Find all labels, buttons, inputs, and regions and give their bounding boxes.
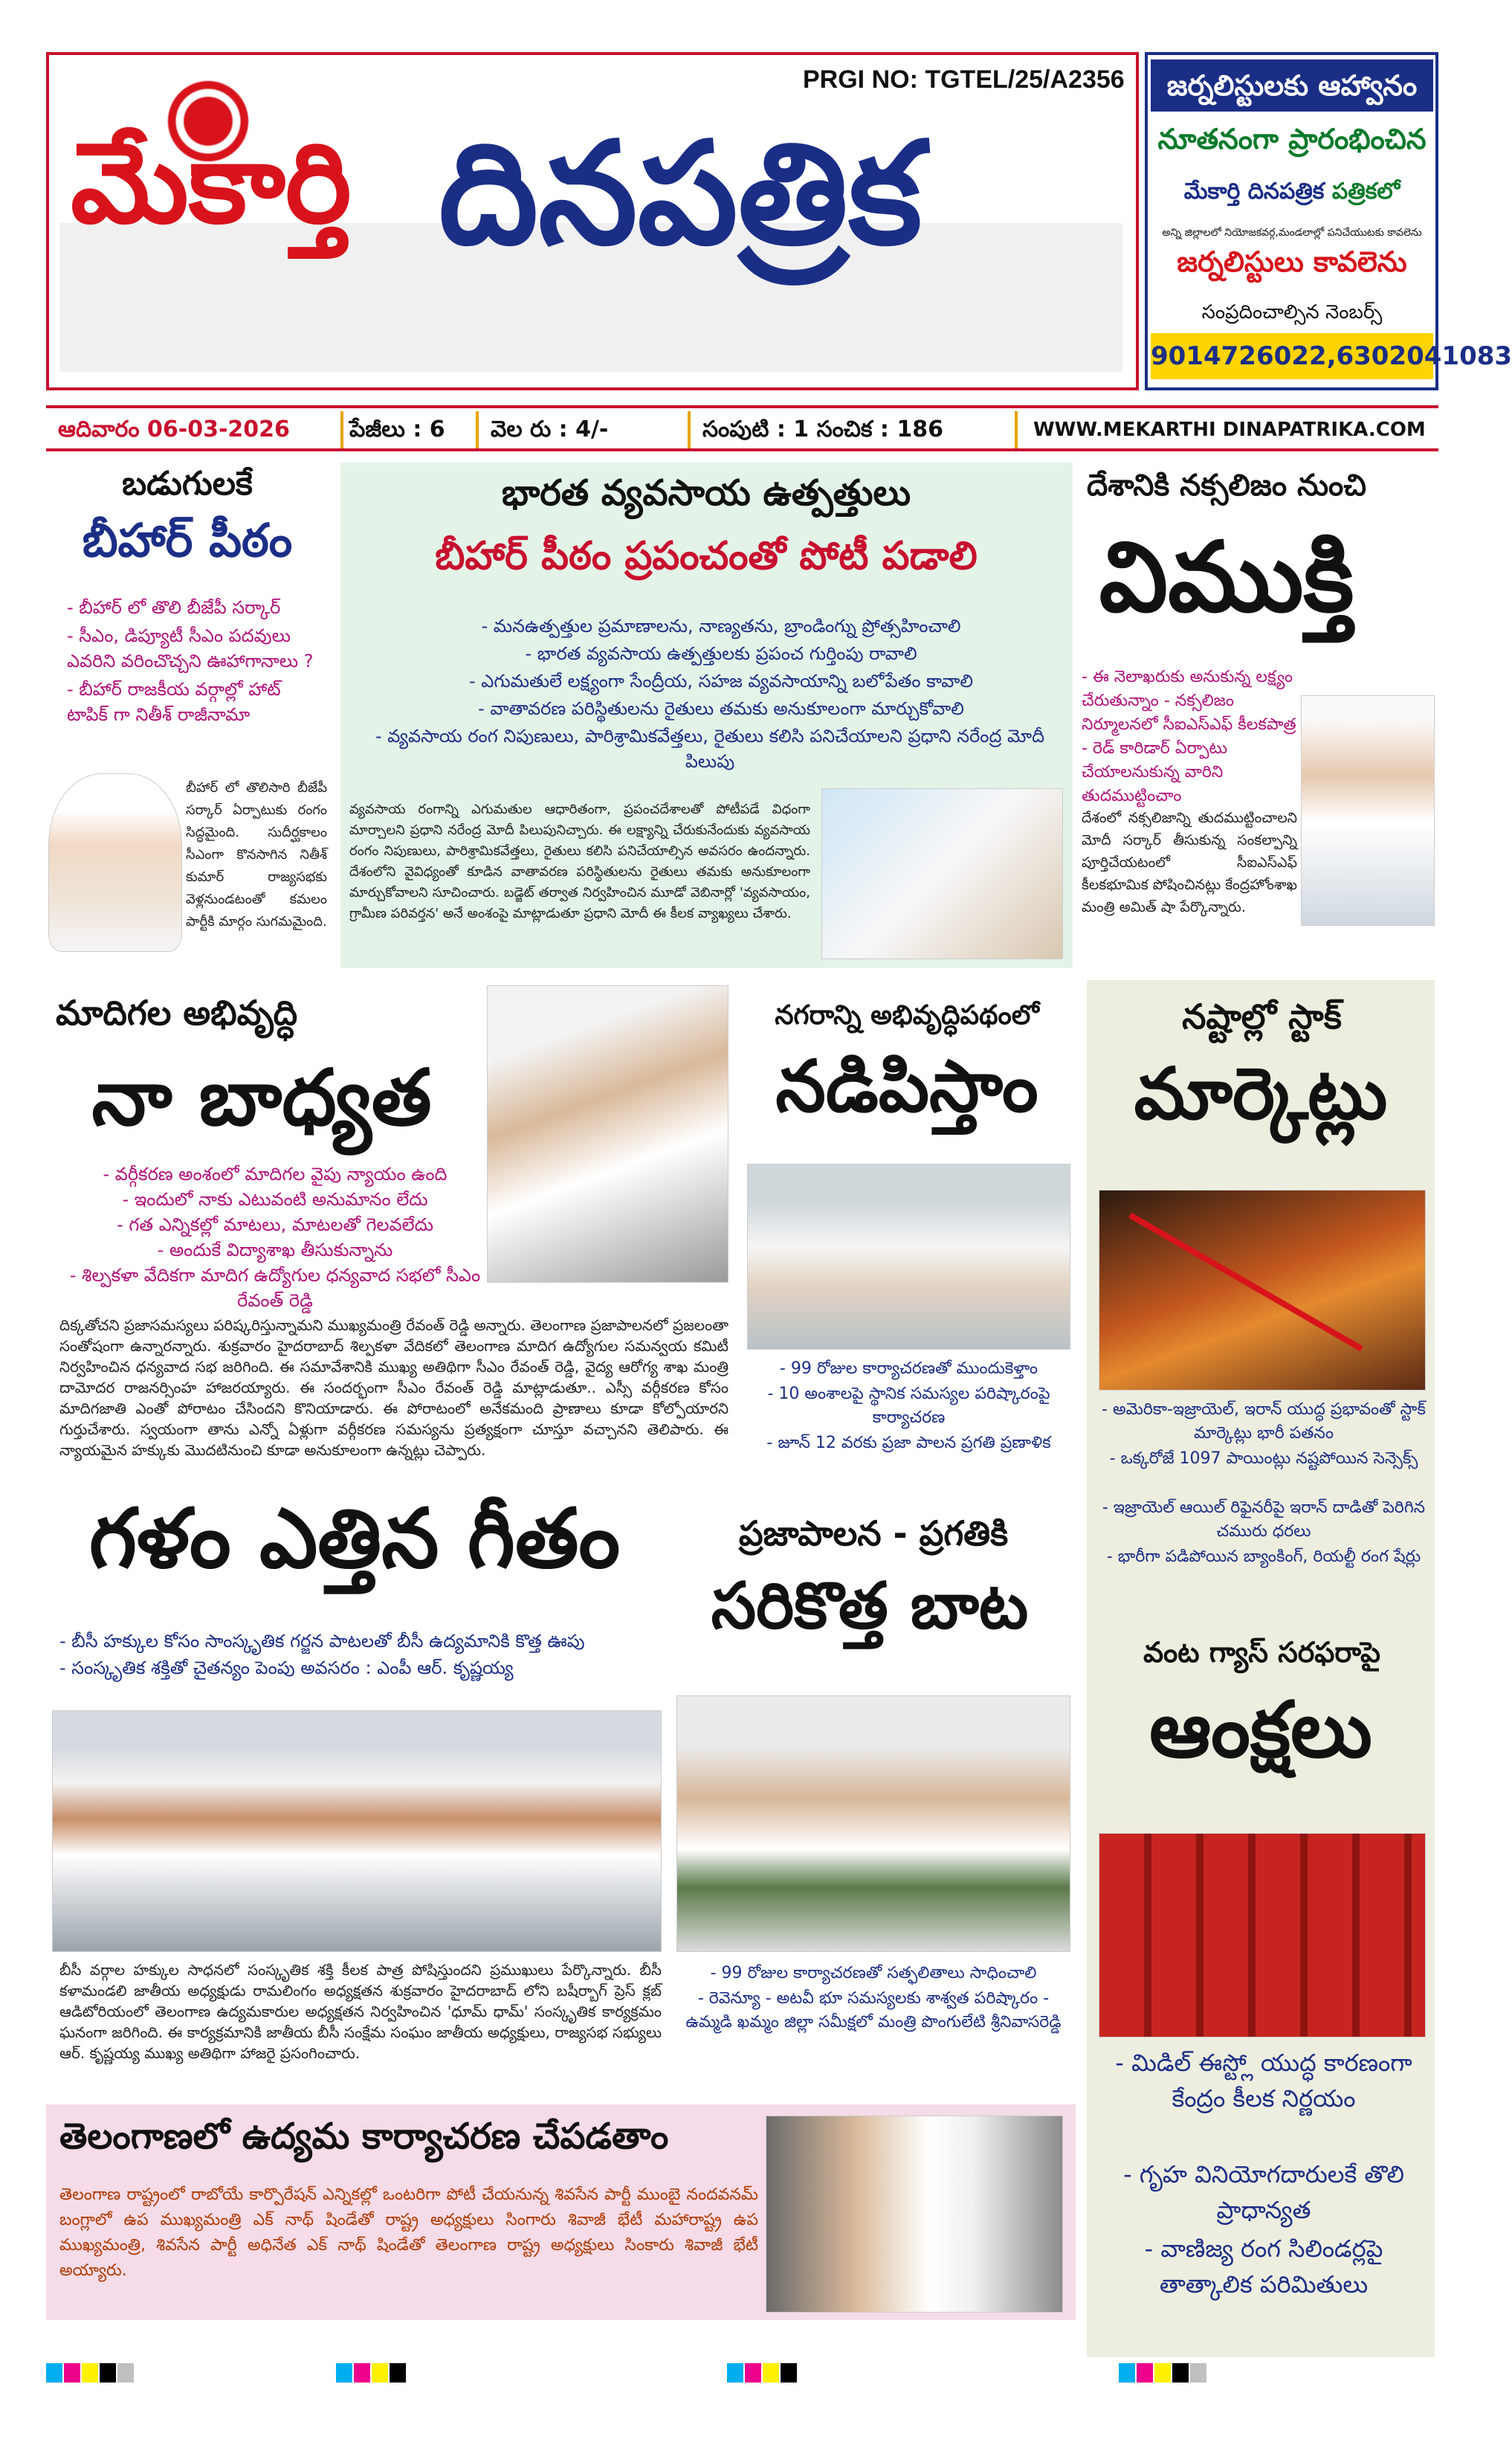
- logo-dinapatrika: దినపత్రిక: [439, 112, 923, 276]
- stock-bullet: - అమెరికా-ఇజ్రాయెల్, ఇరాన్ యుద్ధ ప్రభావంతో స్టాక్ మార్కెట్లు భారీ పతనం: [1102, 1400, 1426, 1443]
- shiv-sena-meeting-photo: [766, 2116, 1063, 2313]
- agri-bullet: - ఎగుమతులే లక్ష్యంగా సేంద్రీయ, సహజ వ్యవసాయాన్ని బలోపేతం కావాలి: [469, 671, 973, 692]
- madiga-bullet: - ఇందులో నాకు ఎటువంటి అనుమానం లేదు: [122, 1189, 428, 1210]
- naxal-headline: విముక్తి: [1099, 521, 1354, 634]
- gas-bullet: - వాణిజ్య రంగ సిలిండర్లపై తాత్కాలిక పరిమితులు: [1144, 2235, 1383, 2298]
- divider: [1015, 411, 1018, 448]
- divider: [476, 411, 479, 448]
- naxal-kicker: దేశానికి నక్సలిజం నుంచి: [1087, 468, 1366, 503]
- song-bullet: - బీసీ హక్కుల కోసం సాంస్కృతిక గర్జన పాటలతో బీసీ ఉద్యమానికి కొత్త ఊపు: [59, 1631, 585, 1652]
- logo-mekarthi: మేకార్తి: [71, 119, 352, 248]
- city-kicker: నగరాన్ని అభివృద్ధిపథంలో: [775, 1000, 1039, 1031]
- song-headline: గళం ఎత్తిన గీతం: [88, 1491, 621, 1586]
- bihar-body: బీహార్ లో తొలిసారి బీజేపీ సర్కార్ ఏర్పాటుకు రంగం సిద్ధమైంది. సుదీర్ఘకాలం సీఎంగా కొనసాగిన నితీశ్ కుమార్ రాజ్యసభకు వెళ్లనుండటంతో కమలం పార్టీకి మార్గం సుగమమైంది.: [186, 780, 327, 930]
- ad-phone-numbers: 9014726022,6302041083: [1151, 333, 1433, 379]
- city-bullet: - జూన్ 12 వరకు ప్రజా పాలన ప్రగతి ప్రణాళిక: [766, 1434, 1051, 1452]
- stock-headline: మార్కెట్లు: [1134, 1052, 1388, 1135]
- stock-bullet: - ఇజ్రాయెల్ ఆయిల్ రిఫైనరీపై ఇరాన్ దాడితో పెరిగిన చమురు ధరలు: [1102, 1498, 1426, 1541]
- madiga-bullet: - వర్గీకరణ అంశంలో మాదిగల వైపు న్యాయం ఉంది: [103, 1164, 448, 1185]
- amit-shah-photo: [1301, 695, 1435, 926]
- agri-bullet: - మనఉత్పత్తుల ప్రమాణాలను, నాణ్యతను, బ్రాండింగ్ను ప్రోత్సహించాలి: [481, 616, 961, 637]
- nitish-kumar-photo: [48, 773, 182, 952]
- song-event-photo: [52, 1710, 662, 1952]
- madiga-body: దిక్కతోచని ప్రజాసమస్యలు పరిష్కరిస్తున్నామని ముఖ్యమంత్రి రేవంత్ రెడ్డి అన్నారు. తెలంగాణ ప్రజాపాలనలో ప్రజలంతా సంతోషంగా ఉన్నారన్నారు. శుక్రవారం హైదరాబాద్ శిల్పకళా వేదికలో తెలంగాణ మాదిగ ఉద్యోగుల సమన్వయ కమిటీ నిర్వహించిన ధన్యవాద సభ జరిగింది. ఈ సమావేశానికి ముఖ్య అతిథిగా సీఎం రేవంత్ రెడ్డి, వైద్య ఆరోగ్య శాఖ మంత్రి దామోదర రాజనర్సింహ హాజరయ్యారు. ఈ సందర్భంగా సీఎం రేవంత్ రెడ్డి మాట్లాడుతూ.. ఎస్సీ వర్గీకరణ కోసం మాదిగజాతి ఎంతో పోరాటం చేసిందని కొనియాడారు. ఈ పోరాటంలో అనేకమంది ప్రాణాలు కూడా కోల్పోయారని గుర్తుచేశారు. స్వయంగా తాను ఎన్నో ఏళ్లుగా వర్గీకరణ సమస్యను ప్రత్యక్షంగా చూస్తూ వచ్చానని తెలిపారు. ఈ న్యాయమైన హక్కుకు మొదటినుంచి కూడా అనుకూలంగా ఉన్నట్లు చెప్పారు.: [59, 1316, 728, 1459]
- city-headline: నడిపిస్తాం: [775, 1045, 1038, 1128]
- stock-bullet: - ఒక్కరోజే 1097 పాయింట్లు నష్టపోయిన సెన్సెక్స్: [1109, 1449, 1418, 1468]
- price: వెల రు : 4/-: [491, 416, 609, 442]
- agri-body: వ్యవసాయ రంగాన్ని ఎగుమతుల ఆధారితంగా, ప్రపంచదేశాలతో పోటీపడే విధంగా మార్చాలని ప్రధాని నరేంద్ర మోదీ పిలుపునిచ్చారు. ఈ లక్ష్యాన్ని చేరుకునేందుకు వ్యవసాయ రంగం నిపుణులు, పారిశ్రామికవేత్తలు, రైతులు కలిసి పనిచేయాల్సిన అవసరం ఉందన్నారు. దేశంలోని వైవిధ్యంతో కూడిన వాతావరణ పరిస్థితులను రైతులు తమకు అనుకూలంగా మార్చుకోవాలని సూచించారు. బడ్జెట్ తర్వాత నిర్వహించిన మూడో వెబినార్లో 'వ్యవసాయం, గ్రామీణ పరివర్తన' అనే అంశంపై మాట్లాడుతూ ప్రధాని మోదీ ఈ కీలక వ్యాఖ్యలు చేశారు.: [349, 802, 810, 921]
- ad-paper-logo: మేకార్తి దినపత్రిక: [1183, 178, 1325, 204]
- revanth-reddy-photo: [487, 985, 728, 1283]
- gas-kicker: వంట గ్యాస్ సరఫరాపై: [1143, 1636, 1381, 1669]
- day-date: ఆదివారం 06-03-2026: [58, 416, 290, 442]
- agri-bullet: - వాతావరణ పరిస్థితులను రైతులు తమకు అనుకూలంగా మార్చుకోవాలి: [478, 698, 964, 719]
- ad-line-new: నూతనంగా ప్రారంభించిన: [1157, 123, 1427, 155]
- city-bullet: - 10 అంశాలపై స్థానిక సమస్యల పరిష్కారంపై కార్యాచరణ: [767, 1385, 1050, 1427]
- progress-meeting-photo: [676, 1695, 1070, 1952]
- progress-bullet: - రెవెన్యూ - అటవీ భూ సమస్యలకు శాశ్వత పరిష్కారం - ఉమ్మడి ఖమ్మం జిల్లా సమీక్షలో మంత్రి పొంగులేటి శ్రీనివాసరెడ్డి: [685, 1989, 1062, 2032]
- city-meeting-photo: [747, 1164, 1070, 1350]
- madiga-bullet: - శిల్పకళా వేదికగా మాదిగ ఉద్యోగుల ధన్యవాద సభలో సీఎం రేవంత్ రెడ్డి: [69, 1265, 481, 1311]
- ad-line-paper: [1151, 178, 1433, 210]
- progress-headline: సరికొత్త బాట: [711, 1569, 1029, 1643]
- naxal-body: దేశంలో నక్సలిజాన్ని తుదముట్టించాలని మోదీ సర్కార్ తీసుకున్న సంకల్పాన్ని పూర్తిచేయటంలో సీఐఎస్ఎఫ్ కీలకభూమిక పోషించినట్లు కేంద్రహోంశాఖ మంత్రి అమిత్ షా పేర్కొన్నారు.: [1082, 810, 1297, 915]
- ad-line-wanted: జర్నలిస్టులు కావలెను: [1177, 245, 1407, 278]
- progress-kicker: ప్రజాపాలన - ప్రగతికి: [738, 1513, 1009, 1553]
- issue-number: సంపుటి : 1 సంచిక : 186: [702, 416, 943, 442]
- print-registration-marks: [46, 2363, 1438, 2384]
- bihar-bullet: - సీఎం, డిప్యూటీ సీఎం పదవులు ఎవరిని వరించొచ్చని ఊహాగానాలు ?: [67, 625, 314, 671]
- gas-bullet: - మిడిల్ ఈస్ట్లో యుద్ధ కారణంగా కేంద్రం కీలక నిర్ణయం: [1115, 2049, 1412, 2113]
- ad-heading: జర్నలిస్టులకు ఆహ్వానం: [1151, 59, 1433, 112]
- divider: [688, 411, 691, 448]
- bihar-bullet: - బీహార్ లో తొలి బీజేపీ సర్కార్: [67, 597, 281, 618]
- prgi-number: PRGI NO: TGTEL/25/A2356: [803, 65, 1125, 94]
- movement-body: తెలంగాణ రాష్ట్రంలో రాబోయే కార్పొరేషన్ ఎన్నికల్లో ఒంటరిగా పోటీ చేయనున్న శివసేన పార్టీ ముంబై నందవనమ్ బంగ్లాలో ఉప ముఖ్యమంత్రి ఎక్ నాథ్ షిండేతో రాష్ట్ర అధ్యక్షులు సింగారు శివాజీ భేటీ మహారాష్ట్ర ఉప ముఖ్యమంత్రి, శివసేన పార్టీ అధినేత ఎక్ నాథ్ షిండేతో తెలంగాణ రాష్ట్ర అధ్యక్షులు సింకారు శివాజీ భేటీ అయ్యారు.: [59, 2185, 758, 2280]
- madiga-kicker: మాదిగల అభివృద్ధి: [56, 993, 298, 1033]
- progress-bullet: - 99 రోజుల కార్యాచరణతో సత్ఫలితాలు సాధించాలి: [710, 1964, 1037, 1982]
- modi-photo: [821, 788, 1063, 959]
- bihar-kicker: బడుగులకే: [122, 465, 253, 503]
- stock-bullet: - భారీగా పడిపోయిన బ్యాంకింగ్, రియల్టీ రంగ షేర్లు: [1106, 1547, 1421, 1566]
- gas-headline: ఆంక్షలు: [1149, 1684, 1372, 1775]
- song-bullet: - సంస్కృతిక శక్తితో చైతన్యం పెంపు అవసరం : ఎంపీ ఆర్. కృష్ణయ్య: [59, 1657, 514, 1678]
- ad-line-districts: అన్ని జిల్లాలలో నియోజకవర్గ,మండలాల్లో పనిచేయుటకు కావలెను: [1162, 227, 1422, 239]
- agri-headline: బీహార్ పీఠం ప్రపంచంతో పోటీ పడాలి: [435, 534, 978, 579]
- city-bullet: - 99 రోజుల కార్యాచరణతో ముందుకెళ్తాం: [779, 1359, 1038, 1378]
- divider: [340, 411, 343, 448]
- gas-bullet: - గృహ వినియోగదారులకే తొలి ప్రాధాన్యత: [1123, 2160, 1404, 2224]
- page-count: పేజీలు : 6: [349, 416, 445, 442]
- gas-cylinders-photo: [1099, 1833, 1426, 2037]
- agri-bullet: - వ్యవసాయ రంగ నిపుణులు, పారిశ్రామికవేత్తలు, రైతులు కలిసి పనిచేయాలని ప్రధాని నరేంద్ర మోదీ పిలుపు: [375, 726, 1045, 772]
- movement-headline: తెలంగాణలో ఉద్యమ కార్యాచరణ చేపడతాం: [59, 2116, 669, 2157]
- bihar-headline: బీహార్ పీఠం: [82, 513, 293, 567]
- website-link[interactable]: WWW.MEKARTHI DINAPATRIKA.COM: [1033, 419, 1426, 441]
- agri-kicker: భారత వ్యవసాయ ఉత్పత్తులు: [501, 472, 911, 514]
- madiga-headline: నా బాధ్యత: [91, 1052, 432, 1143]
- ad-line-contact: సంప్రదించాల్సిన నెంబర్స్: [1201, 301, 1383, 323]
- madiga-bullet: - గత ఎన్నికల్లో మాటలు, మాటలతో గెలవలేదు: [117, 1214, 433, 1235]
- song-body: బీసీ వర్గాల హక్కుల సాధనలో సంస్కృతిక శక్తి కీలక పాత్ర పోషిస్తుందని ప్రముఖులు పేర్కొన్నారు. బీసీ కళామండలి జాతీయ అధ్యక్షుడు రామలింగం అధ్యక్షతన శుక్రవారం హైదరాబాద్ లోని బషీర్బాగ్ ప్రెస్ క్లబ్ ఆడిటోరియంలో తెలంగాణ ఉద్యమకారుల అధ్యక్షతన నిర్వహించిన 'ధూమ్ ధామ్' సంస్కృతిక కార్యక్రమం ఘనంగా జరిగింది. ఈ కార్యక్రమానికి జాతీయ బీసీ సంక్షేమ సంఘం జాతీయ అధ్యక్షులు, రాజ్యసభ సభ్యులు ఆర్. కృష్ణయ్య ముఖ్య అతిథిగా హాజరై ప్రసంగించారు.: [59, 1961, 662, 2062]
- stock-kicker: నష్టాల్లో స్టాక్: [1182, 996, 1342, 1037]
- ad-paper-suffix: పత్రికలో: [1331, 178, 1400, 204]
- agri-bullet: - భారత వ్యవసాయ ఉత్పత్తులకు ప్రపంచ గుర్తింపు రావాలి: [525, 643, 917, 664]
- madiga-bullet: - అందుకే విద్యాశాఖ తీసుకున్నాను: [157, 1240, 393, 1260]
- naxal-bullet: - ఈ నెలాఖరుకు అనుకున్న లక్ష్యం చేరుతున్నాం - నక్సలిజం నిర్మూలనలో సీఐఎస్ఎఫ్ కీలకపాత్ర - రెడ్ కారిడార్ ఏర్పాటు చేయాలనుకున్న వారిని తుదముట్టించాం: [1082, 668, 1296, 805]
- bihar-bullet: - బీహార్ రాజకీయ వర్గాల్లో హాట్ టాపిక్ గా నితీశ్ రాజీనామా: [67, 679, 281, 725]
